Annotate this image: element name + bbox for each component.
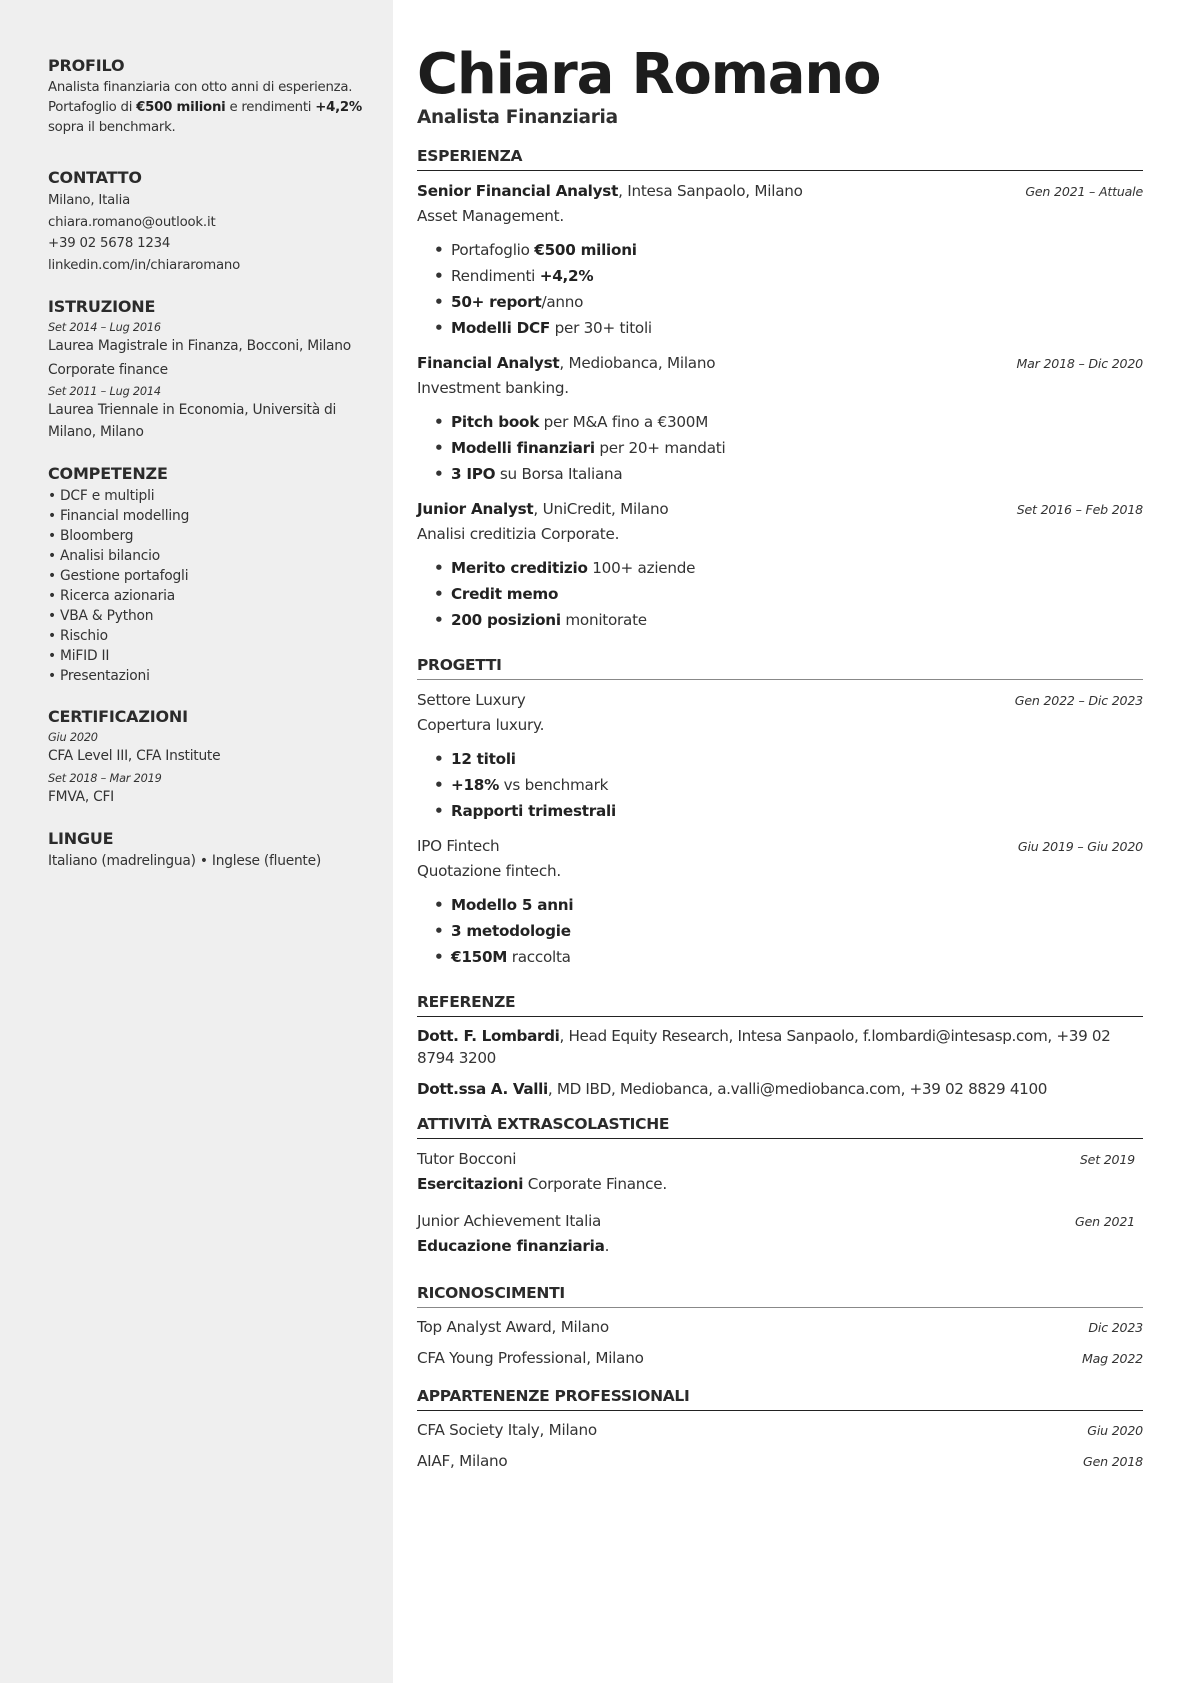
job-description: Investment banking. — [417, 379, 569, 397]
skill-label: Rischio — [60, 628, 108, 644]
bullet-icon: • — [434, 439, 444, 457]
bullet-text: raccolta — [507, 948, 571, 966]
project-entry — [417, 688, 1143, 824]
education-date: Set 2014 – Lug 2016 — [48, 321, 161, 334]
membership-date: Gen 2018 — [1083, 1454, 1143, 1469]
candidate-name: Chiara Romano — [417, 42, 881, 107]
project-bullets — [417, 746, 1143, 824]
award-date: Mag 2022 — [1081, 1351, 1143, 1366]
activity-name: Tutor Bocconi — [417, 1150, 517, 1168]
bullet-text: per 30+ titoli — [550, 319, 652, 337]
bullet-text: Portafoglio — [451, 241, 535, 259]
bullet-item — [434, 263, 1143, 289]
job-date: Set 2016 – Feb 2018 — [1016, 502, 1143, 517]
award-name: CFA Young Professional, Milano — [417, 1349, 644, 1367]
project-name: Settore Luxury — [417, 691, 526, 709]
profile-heading: PROFILO — [48, 56, 125, 75]
project-entry — [417, 834, 1143, 970]
skill-item — [48, 506, 373, 526]
job-role: Senior Financial Analyst — [417, 182, 619, 200]
bullet-item — [434, 315, 1143, 341]
bullet-item — [434, 944, 1143, 970]
skill-item — [48, 586, 373, 606]
bullet-bold: Modelli finanziari — [451, 439, 595, 457]
certification-name: FMVA, CFI — [48, 788, 114, 805]
profile-highlight: +4,2% — [315, 100, 362, 115]
bullet-item — [434, 555, 1143, 581]
activity-highlight: Educazione finanziaria — [417, 1237, 605, 1255]
education-item — [48, 383, 373, 443]
activity-text: Corporate Finance. — [523, 1175, 667, 1193]
project-description: Quotazione fintech. — [417, 862, 561, 880]
skill-label: Presentazioni — [60, 668, 150, 684]
activity-entry — [417, 1147, 1143, 1197]
skill-item — [48, 546, 373, 566]
certification-date: Set 2018 – Mar 2019 — [48, 771, 162, 785]
skill-label: Analisi bilancio — [60, 548, 160, 564]
bullet-bold: +18% — [451, 776, 500, 794]
award-item — [417, 1343, 1143, 1374]
bullet-icon: • — [434, 241, 444, 259]
bullet-icon: • — [434, 611, 444, 629]
skill-item — [48, 566, 373, 586]
skill-item — [48, 486, 373, 506]
bullet-bold: €150M — [451, 948, 508, 966]
bullet-item — [434, 772, 1143, 798]
job-bullets — [417, 409, 1143, 487]
project-bullets — [417, 892, 1143, 970]
bullet-item — [434, 237, 1143, 263]
bullet-icon: • — [434, 413, 444, 431]
bullet-bold: Credit memo — [451, 585, 559, 603]
profile-highlight: €500 milioni — [136, 100, 226, 115]
job-description: Analisi creditizia Corporate. — [417, 525, 620, 543]
reference-name: Dott.ssa A. Valli — [417, 1080, 548, 1098]
job-date: Mar 2018 – Dic 2020 — [1016, 356, 1143, 371]
bullet-icon: • — [434, 465, 444, 483]
bullet-icon: • — [434, 776, 444, 794]
membership-name: CFA Society Italy, Milano — [417, 1421, 597, 1439]
activity-description — [417, 1234, 1143, 1259]
education-detail: Corporate finance — [48, 361, 168, 378]
candidate-title: Analista Finanziaria — [417, 107, 618, 128]
award-item — [417, 1312, 1143, 1343]
skill-item — [48, 526, 373, 546]
reference-item — [417, 1078, 1143, 1100]
bullet-bold: Merito creditizio — [451, 559, 588, 577]
bullet-icon: • — [48, 528, 56, 544]
job-org: , Mediobanca, Milano — [559, 354, 716, 372]
certifications-heading: CERTIFICAZIONI — [48, 707, 188, 726]
certification-name: CFA Level III, CFA Institute — [48, 748, 221, 764]
bullet-icon: • — [434, 319, 444, 337]
bullet-icon: • — [48, 648, 56, 664]
bullet-icon: • — [48, 508, 56, 524]
skill-label: Bloomberg — [60, 528, 134, 544]
contact-location: Milano, Italia — [48, 193, 131, 208]
project-date: Giu 2019 – Giu 2020 — [1017, 839, 1143, 854]
awards-heading: RICONOSCIMENTI — [417, 1283, 1143, 1308]
reference-name: Dott. F. Lombardi — [417, 1027, 560, 1045]
bullet-icon: • — [434, 948, 444, 966]
education-date: Set 2011 – Lug 2014 — [48, 385, 161, 398]
references-heading: REFERENZE — [417, 992, 1143, 1017]
bullet-icon: • — [48, 668, 56, 684]
bullet-text: per M&A fino a €300M — [539, 413, 709, 431]
bullet-item — [434, 798, 1143, 824]
profile-line: sopra il benchmark. — [48, 120, 176, 135]
main-content — [417, 0, 1143, 1477]
bullet-icon: • — [434, 293, 444, 311]
awards-section — [417, 1283, 1143, 1374]
skill-item — [48, 646, 373, 666]
bullet-icon: • — [434, 559, 444, 577]
bullet-bold: Modello 5 anni — [451, 896, 574, 914]
job-description: Asset Management. — [417, 207, 564, 225]
experience-entry — [417, 351, 1143, 487]
activity-date: Gen 2021 — [1075, 1214, 1135, 1229]
certification-date: Giu 2020 — [48, 731, 98, 744]
award-name: Top Analyst Award, Milano — [417, 1318, 609, 1336]
skill-item — [48, 666, 373, 686]
education-degree: Laurea Triennale in Economia, Università di Milano, Milano — [48, 402, 337, 440]
references-section — [417, 992, 1143, 1100]
bullet-bold: +4,2% — [539, 267, 594, 285]
education-heading: ISTRUZIONE — [48, 297, 156, 316]
profile-summary — [48, 78, 373, 138]
skill-item — [48, 626, 373, 646]
memberships-section — [417, 1386, 1143, 1477]
job-bullets — [417, 237, 1143, 341]
languages-heading: LINGUE — [48, 829, 114, 848]
job-role: Junior Analyst — [417, 500, 534, 518]
education-item — [48, 319, 373, 381]
projects-heading: PROGETTI — [417, 655, 1143, 680]
bullet-text: vs benchmark — [499, 776, 609, 794]
skill-label: Gestione portafogli — [60, 568, 189, 584]
bullet-bold: 3 metodologie — [451, 922, 571, 940]
contact-heading: CONTATTO — [48, 168, 142, 187]
award-date: Dic 2023 — [1088, 1320, 1143, 1335]
membership-item — [417, 1415, 1143, 1446]
job-role: Financial Analyst — [417, 354, 560, 372]
bullet-bold: €500 milioni — [534, 241, 637, 259]
job-org: , Intesa Sanpaolo, Milano — [618, 182, 803, 200]
contact-section — [48, 168, 373, 276]
bullet-text: /anno — [541, 293, 584, 311]
bullet-icon: • — [48, 488, 56, 504]
reference-item — [417, 1025, 1143, 1069]
bullet-icon: • — [48, 628, 56, 644]
activity-highlight: Esercitazioni — [417, 1175, 524, 1193]
skill-label: MiFID II — [60, 648, 110, 664]
skills-heading: COMPETENZE — [48, 464, 168, 483]
job-date: Gen 2021 – Attuale — [1025, 184, 1143, 199]
bullet-icon: • — [434, 267, 444, 285]
skill-label: DCF e multipli — [60, 488, 155, 504]
bullet-icon: • — [434, 750, 444, 768]
memberships-heading: APPARTENENZE PROFESSIONALI — [417, 1386, 1143, 1411]
project-name: IPO Fintech — [417, 837, 500, 855]
bullet-text: Rendimenti — [451, 267, 540, 285]
bullet-item — [434, 607, 1143, 633]
experience-entry — [417, 179, 1143, 341]
bullet-item — [434, 918, 1143, 944]
bullet-bold: 3 IPO — [451, 465, 496, 483]
bullet-bold: Rapporti trimestrali — [451, 802, 616, 820]
activity-description — [417, 1172, 1143, 1197]
bullet-item — [434, 289, 1143, 315]
bullet-text: monitorate — [560, 611, 647, 629]
bullet-item — [434, 746, 1143, 772]
contact-email-link[interactable]: chiara.romano@outlook.it — [48, 214, 216, 230]
job-bullets — [417, 555, 1143, 633]
project-date: Gen 2022 – Dic 2023 — [1014, 693, 1143, 708]
education-section — [48, 297, 373, 443]
bullet-text: su Borsa Italiana — [495, 465, 623, 483]
bullet-icon: • — [48, 548, 56, 564]
bullet-text: per 20+ mandati — [594, 439, 726, 457]
contact-linkedin-link[interactable]: linkedin.com/in/chiararomano — [48, 257, 241, 273]
membership-item — [417, 1446, 1143, 1477]
bullet-icon: • — [434, 896, 444, 914]
bullet-icon: • — [48, 588, 56, 604]
education-degree: Laurea Magistrale in Finanza, Bocconi, Milano — [48, 338, 351, 354]
bullet-item — [434, 435, 1143, 461]
membership-date: Giu 2020 — [1087, 1423, 1143, 1438]
reference-details: , MD IBD, Mediobanca, a.valli@mediobanca.com, +39 02 8829 4100 — [547, 1080, 1048, 1098]
activity-name: Junior Achievement Italia — [417, 1212, 602, 1230]
experience-section — [417, 146, 1143, 633]
experience-heading: ESPERIENZA — [417, 146, 1143, 171]
bullet-text: 100+ aziende — [587, 559, 696, 577]
reference-details: , Head Equity Research, Intesa Sanpaolo, f.lombardi@intesasp.com, +39 02 8794 3200 — [417, 1027, 1111, 1067]
project-description: Copertura luxury. — [417, 716, 545, 734]
bullet-icon: • — [434, 585, 444, 603]
bullet-icon: • — [48, 608, 56, 624]
bullet-icon: • — [48, 568, 56, 584]
sidebar — [0, 0, 393, 1683]
skills-section — [48, 464, 373, 686]
bullet-item — [434, 892, 1143, 918]
membership-name: AIAF, Milano — [417, 1452, 508, 1470]
skill-label: Ricerca azionaria — [60, 588, 176, 604]
bullet-bold: 50+ report — [451, 293, 542, 311]
activity-entry — [417, 1209, 1143, 1259]
bullet-bold: Pitch book — [451, 413, 540, 431]
experience-entry — [417, 497, 1143, 633]
projects-section — [417, 655, 1143, 970]
bullet-bold: 12 titoli — [451, 750, 516, 768]
activities-section — [417, 1114, 1143, 1259]
contact-phone[interactable]: +39 02 5678 1234 — [48, 236, 171, 251]
profile-line: Portafoglio di — [48, 100, 137, 115]
profile-line: e rendimenti — [225, 100, 316, 115]
bullet-item — [434, 461, 1143, 487]
skill-label: Financial modelling — [60, 508, 190, 524]
languages-section — [48, 829, 373, 873]
skill-item — [48, 606, 373, 626]
profile-line: Analista finanziaria con otto anni di esperienza. — [48, 80, 353, 95]
activities-heading: ATTIVITÀ EXTRASCOLASTICHE — [417, 1114, 1143, 1139]
activity-date: Set 2019 — [1079, 1152, 1135, 1167]
bullet-item — [434, 409, 1143, 435]
profile-section — [48, 56, 373, 138]
job-org: , UniCredit, Milano — [533, 500, 669, 518]
bullet-bold: Modelli DCF — [451, 319, 551, 337]
bullet-bold: 200 posizioni — [451, 611, 561, 629]
bullet-icon: • — [434, 802, 444, 820]
languages-text: Italiano (madrelingua) • Inglese (fluente) — [48, 853, 321, 869]
activity-text: . — [604, 1237, 610, 1255]
bullet-icon: • — [434, 922, 444, 940]
skill-label: VBA & Python — [60, 608, 154, 624]
bullet-item — [434, 581, 1143, 607]
certifications-section — [48, 707, 373, 808]
